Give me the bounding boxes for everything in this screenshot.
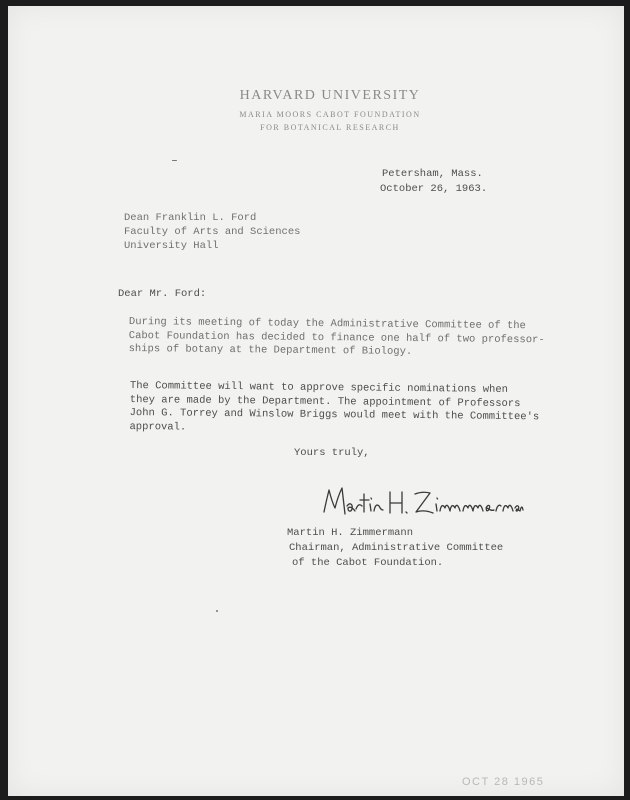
- place: Petersham, Mass.: [382, 168, 483, 180]
- date-stamp: OCT 28 1965: [462, 776, 545, 788]
- letterhead-purpose: FOR BOTANICAL RESEARCH: [260, 123, 400, 132]
- salutation: Dear Mr. Ford:: [118, 288, 207, 300]
- closing: Yours truly,: [294, 447, 370, 459]
- paragraph-2: [129, 380, 539, 438]
- paragraph-1-line-1: During its meeting of today the Administrative Committee of the: [128, 316, 526, 333]
- letterhead-university: HARVARD UNIVERSITY: [239, 88, 421, 103]
- date: October 26, 1963.: [380, 183, 488, 195]
- paragraph-2-line-3: John G. Torrey and Winslow Briggs would meet with the Committee's: [129, 406, 540, 424]
- signer-name: Martin H. Zimmermann: [287, 527, 414, 539]
- paragraph-2-line-4: approval.: [129, 420, 187, 434]
- handwritten-signature: [320, 482, 525, 524]
- signer-title-2: of the Cabot Foundation.: [292, 557, 444, 569]
- paragraph-2-line-1: The Committee will want to approve specific nominations when: [129, 380, 509, 396]
- recipient-building: University Hall: [124, 240, 219, 252]
- paragraph-2-line-2: they are made by the Department. The appointment of Professors: [129, 393, 521, 410]
- paper-mark: [172, 160, 177, 161]
- paper-speck: [216, 610, 218, 612]
- paragraph-1: [129, 316, 545, 361]
- paragraph-1-line-2: Cabot Foundation has decided to finance one half of two professor-: [128, 329, 545, 346]
- letterhead-foundation: MARIA MOORS CABOT FOUNDATION: [239, 110, 421, 119]
- paragraph-1-line-3: ships of botany at the Department of Biology.: [128, 342, 413, 358]
- recipient-name: Dean Franklin L. Ford: [124, 212, 257, 224]
- signer-title-1: Chairman, Administrative Committee: [289, 542, 504, 554]
- recipient-office: Faculty of Arts and Sciences: [124, 226, 301, 238]
